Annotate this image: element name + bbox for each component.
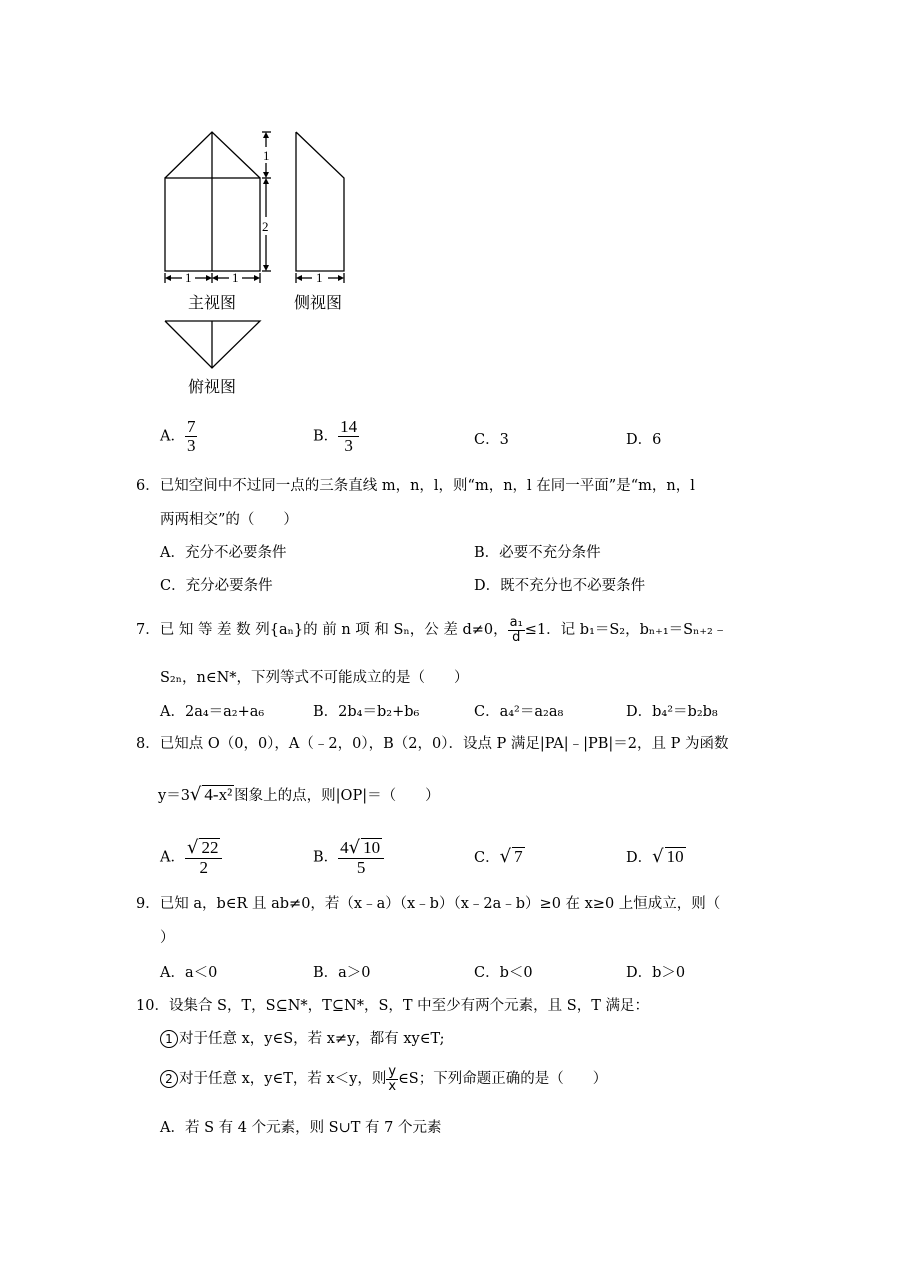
q8-option-c[interactable]: C．√ 7 — [474, 846, 523, 867]
q10-condition-2: 2 对于任意 x，y∈T，若 x＜y，则 $\frac{y}{x}$ ∈S；下列命题正确的是（ ） — [160, 1065, 607, 1093]
radical-icon: √ — [189, 784, 202, 805]
q10-condition-1: 1 对于任意 x，y∈S，若 x≠y，都有 xy∈T; — [160, 1027, 445, 1048]
q7-option-b[interactable]: B．2b₄＝b₂+b₆ — [313, 704, 420, 720]
dim-height-label: 2 — [262, 219, 269, 234]
q7-option-d[interactable]: D．b₄²＝b₂b₈ — [626, 704, 718, 720]
three-view-figure — [150, 125, 370, 400]
q9-option-b[interactable]: B．a＞0 — [313, 965, 371, 981]
q5-option-c[interactable]: C．3 — [474, 432, 509, 448]
q8-option-a[interactable]: A． $\frac{√ 22}{2}$ — [160, 838, 222, 877]
q8-line1: 8．已知点 O（0，0），A（﹣2，0），B（2，0）．设点 P 满足|PA|﹣|PB|＝2，且 P 为函数 — [136, 736, 729, 752]
q7-line2: S₂ₙ，n∈N*，下列等式不可能成立的是（ ） — [160, 670, 469, 686]
q5-option-a[interactable]: A． $\frac{7}{3}$ — [160, 417, 196, 455]
q9-line2: ） — [160, 930, 175, 946]
q6-option-d[interactable]: D．既不充分也不必要条件 — [474, 578, 646, 594]
circled-two-icon: 2 — [160, 1070, 178, 1088]
q5-option-d[interactable]: D．6 — [626, 432, 662, 448]
q10-option-a[interactable]: A．若 S 有 4 个元素，则 S∪T 有 7 个元素 — [160, 1120, 442, 1136]
q6-option-a[interactable]: A．充分不必要条件 — [160, 545, 287, 561]
q9-option-d[interactable]: D．b＞0 — [626, 965, 686, 981]
side-view-outline — [296, 132, 344, 271]
front-view-label: 主视图 — [188, 293, 237, 312]
q5-option-b[interactable]: B． $\frac{14}{3}$ — [313, 417, 358, 455]
q8-option-d[interactable]: D．√ 10 — [626, 846, 684, 867]
q9-line1: 9．已知 a，b∈R 且 ab≠0，若（x﹣a）（x﹣b）（x﹣2a﹣b）≥0 在 x≥0 上恒成立，则（ — [136, 896, 721, 912]
q9-option-c[interactable]: C．b＜0 — [474, 965, 533, 981]
q7-option-c[interactable]: C．a₄²＝a₂a₈ — [474, 704, 564, 720]
q8-option-b[interactable]: B． $\frac{4√ 10}{5}$ — [313, 838, 384, 877]
q7-fraction: $\frac{\text{a₁}}{d}$ — [509, 615, 523, 645]
dim-side-label: 1 — [316, 270, 323, 285]
circled-one-icon: 1 — [160, 1030, 178, 1048]
top-view-label: 俯视图 — [188, 377, 237, 396]
q10-line1: 10．设集合 S，T，S⊆N*，T⊆N*，S，T 中至少有两个元素，且 S，T 满足： — [136, 998, 649, 1014]
q8-b-fraction: $\frac{4√ 10}{5}$ — [338, 838, 384, 877]
q7-line1: 7．已 知 等 差 数 列{aₙ}的 前 n 项 和 Sₙ，公 差 d≠0， $\frac{\text{a₁}}{d}$ ≤1．记 b₁＝S₂，bₙ₊₁＝Sₙ₊₂﹣ — [136, 615, 728, 645]
q7-option-a[interactable]: A．2a₄＝a₂+a₆ — [160, 704, 265, 720]
q5-b-fraction: $\frac{14}{3}$ — [340, 417, 358, 455]
q6-line1: 6．已知空间中不过同一点的三条直线 m，n，l，则“m，n，l 在同一平面”是“m，n，l — [136, 478, 695, 494]
q6-line2: 两两相交”的（ ） — [160, 512, 298, 528]
dim-left-label: 1 — [185, 270, 192, 285]
q6-option-b[interactable]: B．必要不充分条件 — [474, 545, 601, 561]
q8-a-fraction: $\frac{√ 22}{2}$ — [185, 838, 222, 877]
q6-option-c[interactable]: C．充分必要条件 — [160, 578, 273, 594]
dim-right-label: 1 — [232, 270, 239, 285]
dim-top-label: 1 — [263, 148, 270, 163]
q5-a-fraction: $\frac{7}{3}$ — [186, 417, 196, 455]
q10-fraction: $\frac{y}{x}$ — [388, 1064, 397, 1094]
q8-line2: y＝3√ 4-x² 图象上的点，则|OP|＝（ ） — [158, 784, 440, 805]
q9-option-a[interactable]: A．a＜0 — [160, 965, 218, 981]
side-view-label: 侧视图 — [294, 293, 343, 312]
